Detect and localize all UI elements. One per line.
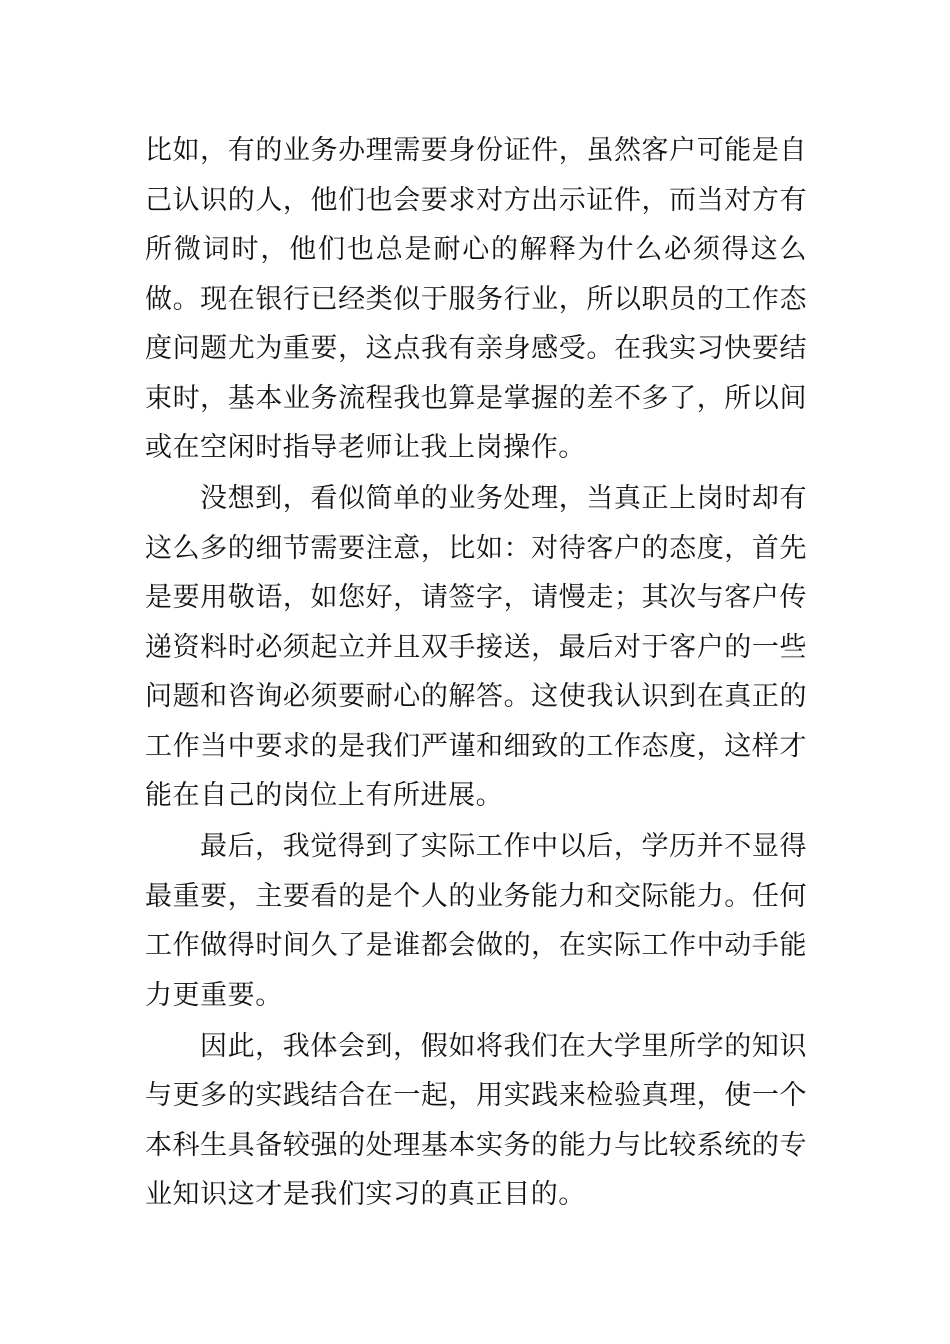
paragraph-3: 最后，我觉得到了实际工作中以后，学历并不显得最重要，主要看的是个人的业务能力和交际能力。任何工作做得时间久了是谁都会做的，在实际工作中动手能力更重要。 (145, 831, 807, 1011)
document-body (145, 126, 807, 1221)
paragraph-4: 因此，我体会到，假如将我们在大学里所学的知识与更多的实践结合在一起，用实践来检验真理，使一个本科生具备较强的处理基本实务的能力与比较系统的专业知识这才是我们实习的真正目的。 (145, 1030, 807, 1210)
paragraph-2: 没想到，看似简单的业务处理，当真正上岗时却有这么多的细节需要注意，比如：对待客户的态度，首先是要用敬语，如您好，请签字，请慢走；其次与客户传递资料时必须起立并且双手接送，最后对于客户的一些问题和咨询必须要耐心的解答。这使我认识到在真正的工作当中要求的是我们严谨和细致的工作态度，这样才能在自己的岗位上有所进展。 (145, 483, 807, 811)
paragraph-1: 比如，有的业务办理需要身份证件，虽然客户可能是自己认识的人，他们也会要求对方出示证件，而当对方有所微词时，他们也总是耐心的解释为什么必须得这么做。现在银行已经类似于服务行业，所以职员的工作态度问题尤为重要，这点我有亲身感受。在我实习快要结束时，基本业务流程我也算是掌握的差不多了，所以间或在空闲时指导老师让我上岗操作。 (145, 135, 807, 463)
